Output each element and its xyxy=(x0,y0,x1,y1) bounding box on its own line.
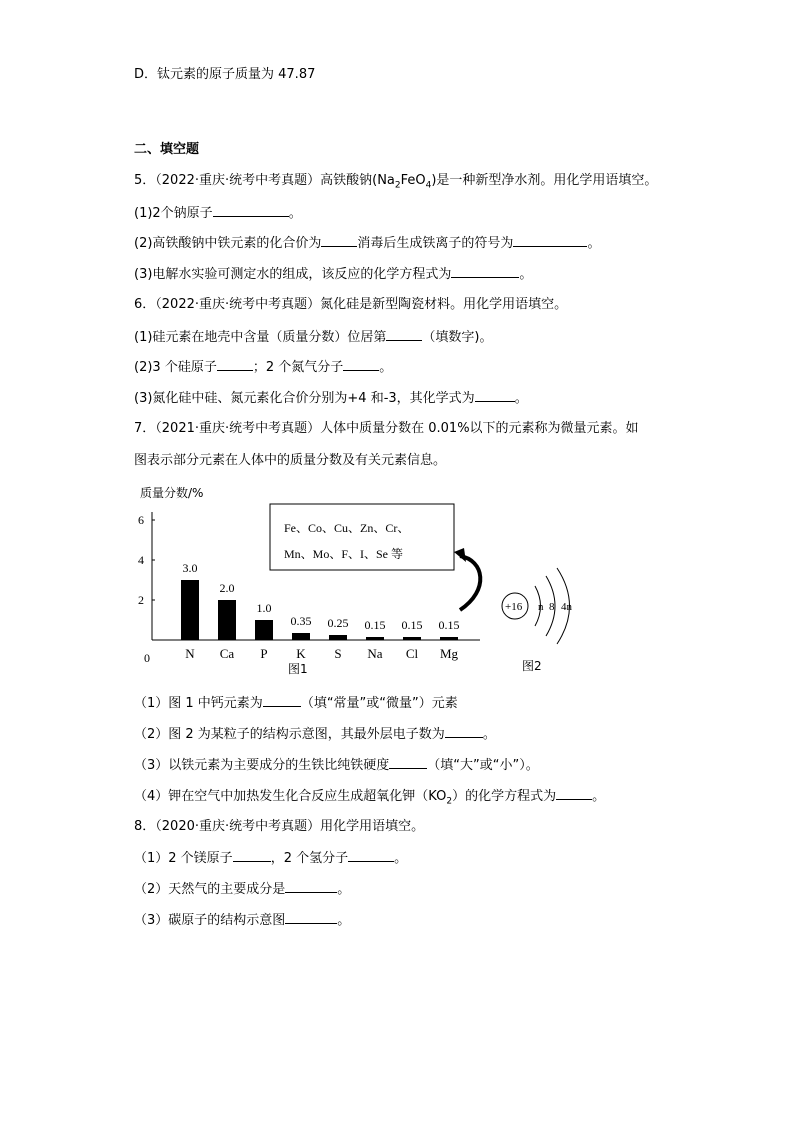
answer-blank[interactable] xyxy=(263,694,301,707)
option-text: D．钛元素的原子质量为 47.87 xyxy=(134,67,316,82)
answer-blank[interactable] xyxy=(217,358,253,371)
q7-part3-text: （填“大”或“小”）。 xyxy=(427,758,539,773)
q7-part1 xyxy=(134,694,458,713)
bar-value-label: 0.15 xyxy=(438,618,460,632)
q6-part1 xyxy=(134,328,493,347)
q5-part2-text: (2)高铁酸钠中铁元素的化合价为 xyxy=(134,236,322,251)
figure-2-caption: 图2 xyxy=(522,659,542,673)
answer-blank[interactable] xyxy=(513,234,587,247)
subscript: 4 xyxy=(425,180,432,191)
q7-part2 xyxy=(134,725,496,744)
q8-part2-text: （2）天然气的主要成分是 xyxy=(134,882,286,897)
shell-3-electrons: 4n xyxy=(561,601,572,613)
y-tick-label: 4 xyxy=(138,553,144,567)
answer-blank[interactable] xyxy=(233,849,271,862)
q6-stem xyxy=(134,296,567,314)
q7-stem-line2 xyxy=(134,452,446,470)
q6-part1-text: （填数字)。 xyxy=(422,330,493,345)
q8-part1 xyxy=(134,849,407,868)
q7-stem-line1 xyxy=(134,420,639,438)
previous-option-d xyxy=(134,66,315,84)
bar-ca xyxy=(218,600,236,640)
q7-stem-text: 7．（2021·重庆·统考中考真题）人体中质量分数在 0.01%以下的元素称为微量元素。如 xyxy=(134,421,639,436)
punct: 。 xyxy=(482,727,496,742)
punct: 。 xyxy=(514,391,528,406)
answer-blank[interactable] xyxy=(321,234,357,247)
y-tick-label: 0 xyxy=(144,651,150,665)
q5-part3 xyxy=(134,265,532,284)
q7-part4-text: （4）钾在空气中加热发生化合反应生成超氧化钾（KO xyxy=(134,789,447,804)
punct: 。 xyxy=(379,360,393,375)
q7-part2-text: （2）图 2 为某粒子的结构示意图，其最外层电子数为 xyxy=(134,727,445,742)
q5-part1-text: (1)2个钠原子 xyxy=(134,206,213,221)
q8-part3 xyxy=(134,911,350,930)
q8-part1-text: （1）2 个镁原子 xyxy=(134,851,233,866)
q5-stem-part: )是一种新型净水剂。用化学用语填空。 xyxy=(431,173,658,188)
bar-value-label: 0.25 xyxy=(327,616,349,630)
q5-stem xyxy=(134,172,657,195)
q5-part2 xyxy=(134,234,600,253)
bar-n xyxy=(181,580,199,640)
punct: 。 xyxy=(337,913,351,928)
q6-part2 xyxy=(134,358,392,377)
answer-blank[interactable] xyxy=(343,358,379,371)
category-label: Ca xyxy=(219,646,235,661)
bar-value-label: 0.35 xyxy=(290,614,312,628)
answer-blank[interactable] xyxy=(556,787,592,800)
bar-value-label: 0.15 xyxy=(364,618,386,632)
q7-part3-text: （3）以铁元素为主要成分的生铁比纯铁硬度 xyxy=(134,758,390,773)
answer-blank[interactable] xyxy=(386,328,422,341)
q8-part2 xyxy=(134,880,350,899)
shell-2-electrons: 8 xyxy=(549,601,555,613)
punct: 。 xyxy=(587,236,601,251)
section-title xyxy=(134,141,199,159)
punct: 。 xyxy=(337,882,351,897)
q7-part1-text: （1）图 1 中钙元素为 xyxy=(134,696,263,711)
q6-part3 xyxy=(134,389,528,408)
q8-stem-text: 8．（2020·重庆·统考中考真题）用化学用语填空。 xyxy=(134,819,425,834)
category-label: Na xyxy=(367,646,383,661)
trace-elements-line1: Fe、Co、Cu、Zn、Cr、 xyxy=(284,521,410,535)
bar-p xyxy=(255,620,273,640)
bar-cl xyxy=(403,637,421,640)
shell-1-electrons: n xyxy=(538,601,544,613)
q8-part3-text: （3）碳原子的结构示意图 xyxy=(134,913,286,928)
bar-value-label: 3.0 xyxy=(182,561,198,575)
answer-blank[interactable] xyxy=(285,880,337,893)
q5-part3-text: (3)电解水实验可测定水的组成，该反应的化学方程式为 xyxy=(134,267,452,282)
q5-part1 xyxy=(134,204,302,223)
q7-part3 xyxy=(134,756,539,775)
category-label: N xyxy=(185,646,195,661)
q7-part4 xyxy=(134,787,605,811)
arrow-head-icon xyxy=(454,548,466,562)
bar-value-label: 1.0 xyxy=(256,601,272,615)
q8-stem xyxy=(134,818,424,836)
section-title-text: 二、填空题 xyxy=(134,142,200,157)
answer-blank[interactable] xyxy=(213,204,289,217)
category-label: S xyxy=(334,646,342,661)
figure-1-chart xyxy=(118,480,578,680)
punct: 。 xyxy=(519,267,533,282)
bar-na xyxy=(366,637,384,640)
answer-blank[interactable] xyxy=(348,849,394,862)
q6-part1-text: (1)硅元素在地壳中含量（质量分数）位居第 xyxy=(134,330,387,345)
subscript: 2 xyxy=(446,796,453,807)
subscript: 2 xyxy=(394,180,401,191)
q7-part1-text: （填“常量”或“微量”）元素 xyxy=(300,696,458,711)
q6-part2-text: (2)3 个硅原子 xyxy=(134,360,217,375)
curved-arrow-icon xyxy=(460,556,480,610)
punct: 。 xyxy=(288,206,302,221)
category-label: P xyxy=(260,646,268,661)
q6-part3-text: (3)氮化硅中硅、氮元素化合价分别为+4 和-3，其化学式为 xyxy=(134,391,475,406)
y-tick-label: 6 xyxy=(138,513,144,527)
q6-stem-text: 6．（2022·重庆·统考中考真题）氮化硅是新型陶瓷材料。用化学用语填空。 xyxy=(134,297,568,312)
bar-k xyxy=(292,633,310,640)
q5-stem-part: 5．（2022·重庆·统考中考真题）高铁酸钠(Na xyxy=(134,173,395,188)
bar-value-label: 2.0 xyxy=(219,581,235,595)
bar-s xyxy=(329,635,347,640)
q5-part2-text: 消毒后生成铁离子的符号为 xyxy=(357,236,514,251)
bar-mg xyxy=(440,637,458,640)
answer-blank[interactable] xyxy=(475,389,515,402)
nucleus-charge: +16 xyxy=(505,601,523,613)
bar-value-label: 0.15 xyxy=(401,618,423,632)
y-tick-label: 2 xyxy=(138,593,144,607)
answer-blank[interactable] xyxy=(389,756,427,769)
q7-stem-text: 图表示部分元素在人体中的质量分数及有关元素信息。 xyxy=(134,453,447,468)
category-label: K xyxy=(296,646,306,661)
punct: 。 xyxy=(592,789,606,804)
trace-elements-line2: Mn、Mo、F、I、Se 等 xyxy=(284,547,404,561)
answer-blank[interactable] xyxy=(285,911,337,924)
answer-blank[interactable] xyxy=(445,725,483,738)
figure-1-caption: 图1 xyxy=(288,662,308,676)
q7-part4-text: ）的化学方程式为 xyxy=(452,789,557,804)
punct: 。 xyxy=(394,851,408,866)
category-label: Cl xyxy=(405,646,419,661)
y-axis-label: 质量分数/% xyxy=(140,486,204,500)
q8-part1-text: ，2 个氢分子 xyxy=(270,851,349,866)
category-label: Mg xyxy=(439,646,459,661)
q5-stem-part: FeO xyxy=(400,173,426,188)
answer-blank[interactable] xyxy=(451,265,519,278)
bars xyxy=(181,561,460,661)
q6-part2-text: ；2 个氮气分子 xyxy=(252,360,344,375)
